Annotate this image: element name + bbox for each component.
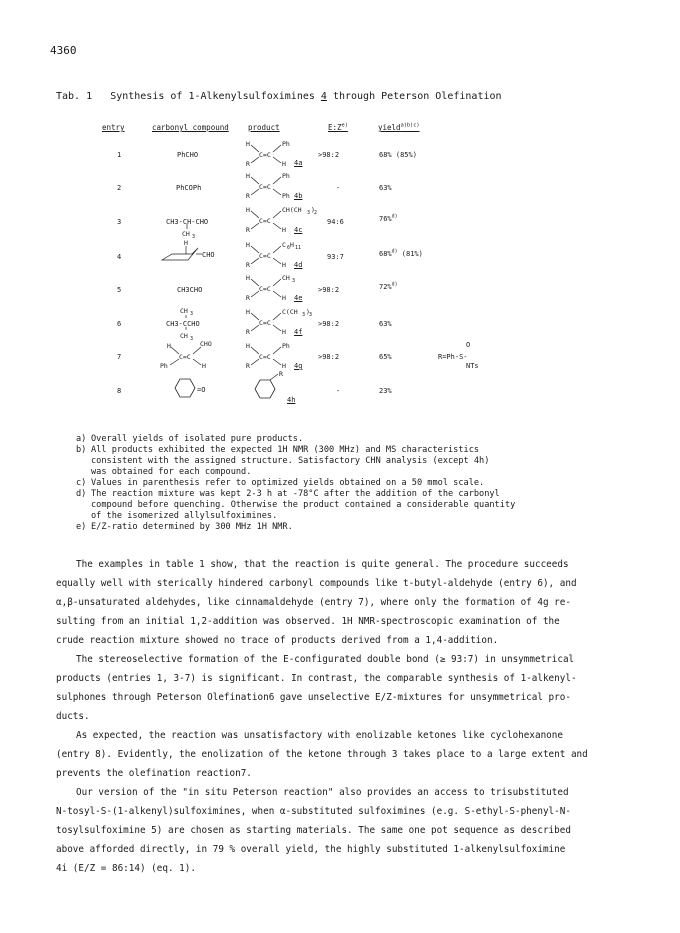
footnote-b-line1: All products exhibited the expected 1H NMR (300 MHz) and MS characteristics	[91, 445, 480, 455]
body-line-14: N-tosyl-S-(1-alkenyl)sulfoximines, when α-substituted sulfoximines (e.g. S-ethyl-S-phenyl-N-	[56, 806, 571, 817]
row4-product-label: 4d	[294, 261, 303, 269]
svg-text:3: 3	[302, 312, 306, 318]
r-ts: NTs	[466, 362, 479, 370]
footnote-key-b: b)	[76, 445, 87, 455]
svg-text:R: R	[246, 192, 250, 200]
header-ez-sup: e)	[341, 122, 348, 129]
row4-ez: 93:7	[327, 253, 344, 261]
svg-text:11: 11	[295, 245, 302, 251]
body-line-8: sulphones through Peterson Olefination6 gave unselective E/Z-mixtures for unsymmetrical pro-	[56, 692, 571, 703]
row4-yield-value: 68%	[379, 250, 392, 258]
header-yield-sup: a)b)c)	[400, 122, 420, 129]
svg-text:3: 3	[307, 210, 311, 216]
svg-text:C=C: C=C	[259, 252, 271, 260]
caption-text-after: through Peterson Olefination	[326, 91, 502, 102]
row6-product-structure	[246, 306, 326, 340]
header-yield-text: yield	[378, 123, 401, 132]
footnote-key-e: e)	[76, 522, 87, 532]
row6-carbonyl: CH3-CCHO	[166, 320, 200, 328]
svg-text:H: H	[282, 160, 286, 168]
row3-product-structure	[246, 204, 326, 238]
svg-text:C=C: C=C	[259, 151, 271, 159]
footnote-a	[76, 434, 303, 445]
svg-text:CH(CH: CH(CH	[282, 206, 302, 214]
row4-yield-sup: d)	[391, 248, 398, 255]
body-line-7: products (entries 1, 3-7) is significant. In contrast, the comparable synthesis of 1-alkenyl-	[56, 673, 577, 684]
svg-text:C=C: C=C	[179, 353, 191, 361]
footnote-e	[76, 522, 293, 533]
svg-text:3: 3	[309, 312, 313, 318]
row1-product-label: 4a	[294, 159, 303, 167]
row8-yield: 23%	[379, 387, 392, 395]
svg-text:2: 2	[314, 210, 318, 216]
svg-text:C: C	[282, 241, 286, 249]
footnote-b-line2: consistent with the assigned structure. Satisfactory CHN analysis (except 4h)	[91, 456, 490, 466]
row3-entry: 3	[117, 218, 122, 226]
svg-text:C=C: C=C	[259, 217, 271, 225]
body-line-12: prevents the olefination reaction7.	[56, 768, 252, 779]
row6-yield: 63%	[379, 320, 392, 328]
row4-cyclohexane-structure	[158, 240, 208, 266]
body-line-1: The examples in table 1 show, that the reaction is quite general. The procedure succeeds	[76, 559, 569, 570]
footnote-b-line3: was obtained for each compound.	[91, 467, 252, 477]
svg-text:C(CH: C(CH	[282, 308, 298, 316]
row3-product-label: 4c	[294, 226, 303, 234]
body-line-17: 4i (E/Z = 86:14) (eq. 1).	[56, 863, 196, 874]
svg-text:H: H	[246, 172, 250, 180]
svg-text:Ph: Ph	[160, 362, 168, 370]
row5-yield-sup: d)	[391, 281, 398, 288]
row5-carbonyl: CH3CHO	[177, 286, 203, 294]
row1-carbonyl: PhCHO	[177, 151, 199, 159]
svg-text:H: H	[246, 140, 250, 148]
svg-text:CH: CH	[282, 274, 290, 282]
svg-text:CH: CH	[180, 332, 188, 340]
svg-text:3: 3	[192, 234, 196, 240]
row1-entry: 1	[117, 151, 122, 159]
row7-entry: 7	[117, 353, 122, 361]
svg-text:H: H	[184, 239, 188, 247]
svg-text:CH: CH	[182, 230, 190, 238]
footnote-d	[76, 489, 500, 500]
svg-text:H: H	[246, 342, 250, 350]
body-line-3: α,β-unsaturated aldehydes, like cinnamaldehyde (entry 7), where only the formation of 4g re-	[56, 597, 571, 608]
row8-ez: -	[336, 387, 341, 395]
header-product: product	[248, 123, 280, 132]
r-definition: R=Ph-S-	[438, 353, 468, 361]
body-line-13: Our version of the "in situ Peterson reaction" also provides an access to trisubstituted	[76, 787, 569, 798]
row8-carbonyl: =O	[197, 386, 206, 394]
header-yield	[378, 123, 420, 132]
footnote-c-line1: Values in parenthesis refer to optimized yields obtained on a 50 mmol scale.	[91, 478, 485, 488]
svg-text:H: H	[282, 226, 286, 234]
svg-text:H: H	[282, 294, 286, 302]
body-line-9: ducts.	[56, 711, 90, 722]
svg-text:H: H	[282, 362, 286, 370]
svg-text:Ph: Ph	[282, 192, 290, 200]
row3-yield-value: 76%	[379, 215, 392, 223]
row1-ez: >98:2	[318, 151, 340, 159]
footnote-key-a: a)	[76, 434, 87, 444]
footnote-key-c: c)	[76, 478, 87, 488]
row6-product-label: 4f	[294, 328, 303, 336]
row2-yield: 63%	[379, 184, 392, 192]
svg-text:CHO: CHO	[200, 340, 212, 348]
svg-text:Ph: Ph	[282, 140, 290, 148]
caption-text-before: Synthesis of 1-Alkenylsulfoximines	[110, 91, 321, 102]
footnote-b	[76, 445, 479, 456]
page-number: 4360	[50, 44, 77, 57]
row4-product-structure	[246, 239, 316, 273]
header-carbonyl: carbonyl compound	[152, 123, 229, 132]
body-line-6: The stereoselective formation of the E-configurated double bond (≥ 93:7) in unsymmetrical	[76, 654, 575, 665]
body-line-5: crude reaction mixture showed no trace of products derived from a 1,4-addition.	[56, 635, 499, 646]
footnote-a-line1: Overall yields of isolated pure products.	[91, 434, 304, 444]
svg-text:): )	[306, 308, 310, 316]
svg-text:3: 3	[292, 278, 296, 284]
row4-yield-extra: (81%)	[401, 250, 423, 258]
row8-entry: 8	[117, 387, 122, 395]
row3-ez: 94:6	[327, 218, 344, 226]
row6-entry: 6	[117, 320, 122, 328]
row6-ez: >98:2	[318, 320, 340, 328]
footnote-key-d: d)	[76, 489, 87, 499]
row4-entry: 4	[117, 253, 122, 261]
row7-carbonyl-structure	[160, 340, 220, 374]
header-ez	[328, 123, 348, 132]
svg-text:R: R	[246, 226, 250, 234]
footnote-d-line1: The reaction mixture was kept 2-3 h at -78°C after the addition of the carbonyl	[91, 489, 500, 499]
svg-text:C=C: C=C	[259, 285, 271, 293]
header-entry: entry	[102, 123, 125, 132]
svg-text:H: H	[246, 241, 250, 249]
body-line-16: above afforded directly, in 79 % overall yield, the highly substituted 1-alkenylsulfoximine	[56, 844, 566, 855]
svg-text:3: 3	[190, 311, 194, 317]
svg-text:CH: CH	[180, 307, 188, 315]
svg-text:R: R	[246, 328, 250, 336]
row7-ez: >98:2	[318, 353, 340, 361]
row7-product-label: 4g	[294, 362, 303, 370]
row5-yield	[379, 283, 398, 291]
svg-text:H: H	[167, 342, 171, 350]
row2-product-label: 4b	[294, 192, 303, 200]
row2-carbonyl: PhCOPh	[176, 184, 202, 192]
footnote-c	[76, 478, 484, 489]
svg-text:H: H	[202, 362, 206, 370]
caption-compound: 4	[320, 91, 327, 102]
svg-text:R: R	[279, 370, 283, 378]
svg-text:R: R	[246, 294, 250, 302]
r-oxygen: O	[466, 341, 471, 349]
row5-ez: >98:2	[318, 286, 340, 294]
svg-text:6: 6	[287, 245, 291, 251]
svg-text:H: H	[246, 274, 250, 282]
svg-text:C=C: C=C	[259, 319, 271, 327]
row5-yield-value: 72%	[379, 283, 392, 291]
svg-text:Ph: Ph	[282, 172, 290, 180]
row3-carbonyl: CH3-CH-CHO	[166, 218, 209, 226]
footnote-d-line3: of the isomerized allylsulfoximines.	[91, 511, 278, 521]
table-label: Tab. 1	[56, 91, 93, 102]
row7-yield: 65%	[379, 353, 392, 361]
row1-yield: 68% (85%)	[379, 151, 417, 159]
row2-entry: 2	[117, 184, 122, 192]
svg-text:H: H	[290, 241, 294, 249]
row5-product-label: 4e	[294, 294, 303, 302]
body-line-11: (entry 8). Evidently, the enolization of the ketone through 3 takes place to a large extent and	[56, 749, 588, 760]
row4-carbonyl: CHO	[202, 251, 215, 259]
svg-text:R: R	[246, 362, 250, 370]
row4-yield	[379, 250, 423, 258]
svg-text:C=C: C=C	[259, 353, 271, 361]
body-line-15: tosylsulfoximine 5) are chosen as starting materials. The same one pot sequence as described	[56, 825, 571, 836]
header-ez-text: E:Z	[328, 123, 342, 132]
svg-text:H: H	[246, 206, 250, 214]
footnote-d-line2: compound before quenching. Otherwise the product contained a considerable quantity	[91, 500, 516, 510]
svg-text:R: R	[246, 160, 250, 168]
svg-text:Ph: Ph	[282, 342, 290, 350]
body-line-2: equally well with sterically hindered carbonyl compounds like t-butyl-aldehyde (entry 6), and	[56, 578, 577, 589]
svg-text:H: H	[246, 308, 250, 316]
footnote-e-line1: E/Z-ratio determined by 300 MHz 1H NMR.	[91, 522, 293, 532]
body-line-10: As expected, the reaction was unsatisfactory with enolizable ketones like cyclohexanone	[76, 730, 563, 741]
body-line-4: sulting from an initial 1,2-addition was observed. 1H NMR-spectroscopic examination of the	[56, 616, 560, 627]
row3-yield-sup: d)	[391, 213, 398, 220]
svg-text:R: R	[246, 261, 250, 269]
table-caption	[56, 91, 502, 102]
svg-text:C=C: C=C	[259, 183, 271, 191]
svg-text:): )	[311, 206, 315, 214]
row2-ez: -	[336, 184, 341, 192]
row3-yield	[379, 215, 398, 223]
svg-text:H: H	[282, 261, 286, 269]
row8-product-label: 4h	[287, 396, 296, 404]
row5-entry: 5	[117, 286, 122, 294]
svg-text:H: H	[282, 328, 286, 336]
svg-text:3: 3	[190, 336, 194, 342]
